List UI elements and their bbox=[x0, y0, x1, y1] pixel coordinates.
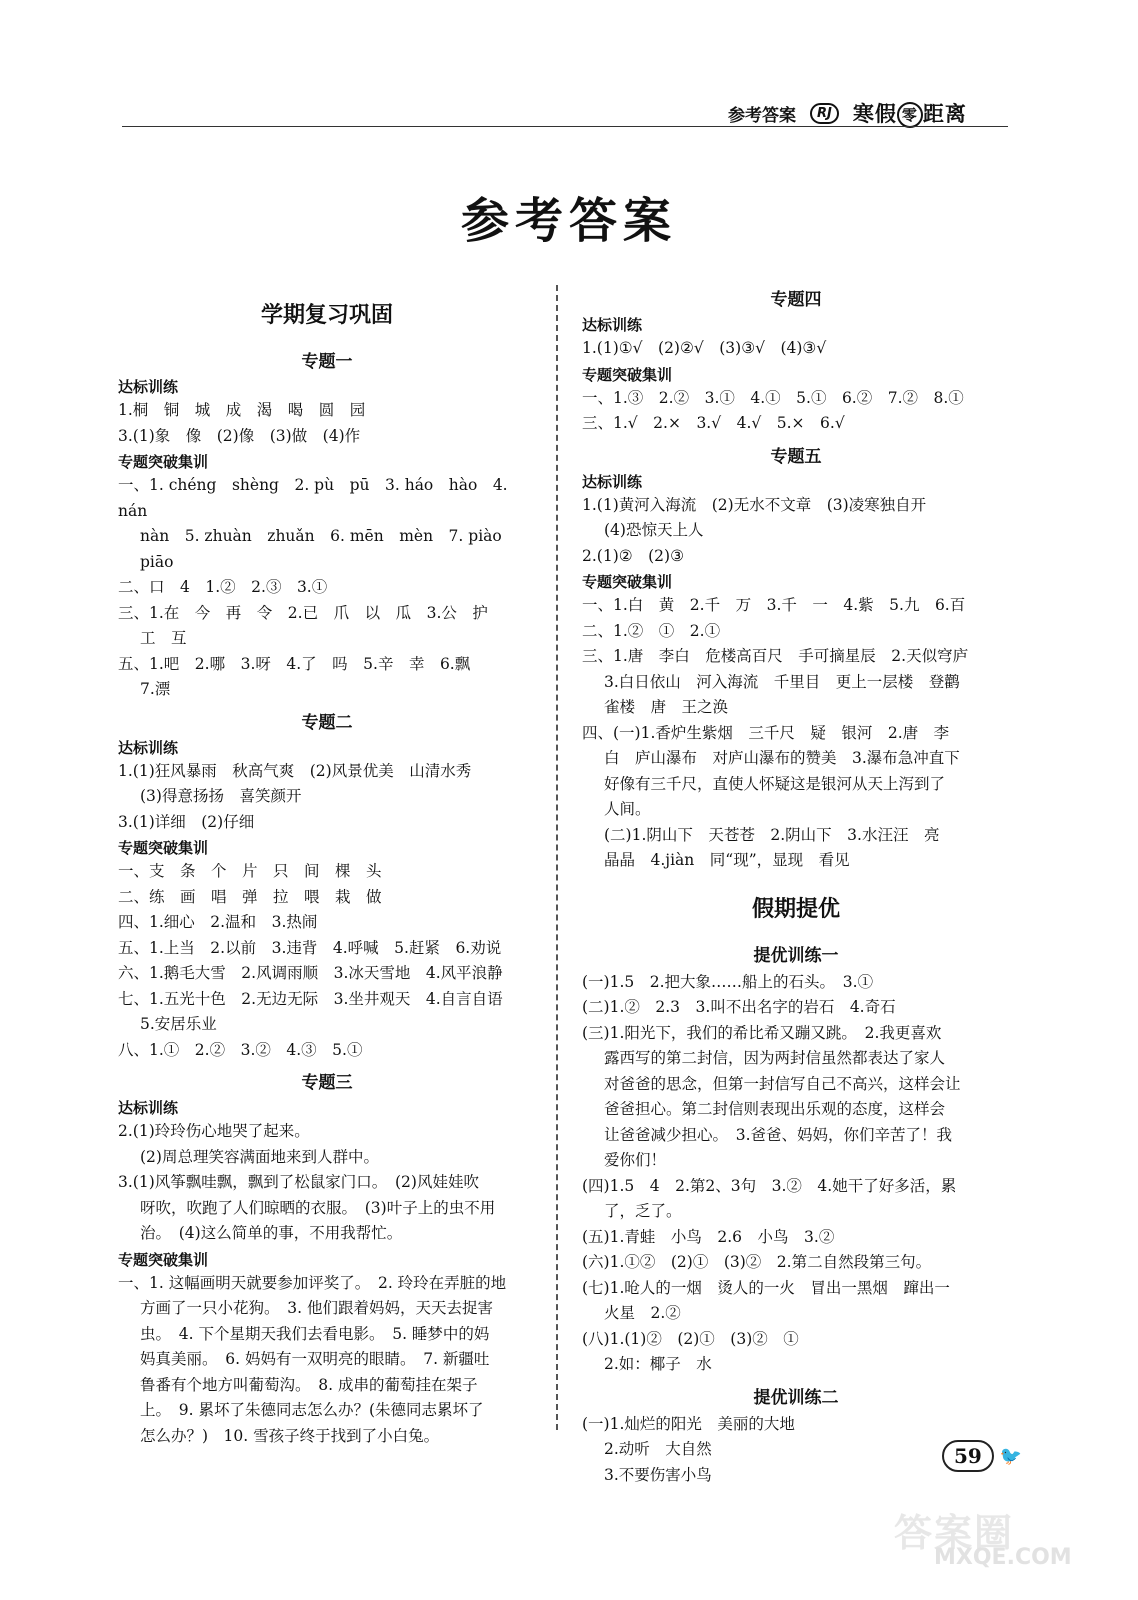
answer-line: (一)1.灿烂的阳光 美丽的大地 bbox=[582, 1414, 795, 1433]
topic-heading: 专题五 bbox=[770, 446, 822, 467]
answer-line: 四、1.细心 2.温和 3.热闹 bbox=[118, 913, 318, 931]
answer-line: 5.安居乐业 bbox=[140, 1015, 217, 1033]
answer-line: 四、(一)1.香炉生紫烟 三千尺 疑 银河 2.唐 李 bbox=[582, 723, 950, 742]
part-heading: 专题突破集训 bbox=[118, 839, 209, 857]
brand-logo: 寒假 零 距离 bbox=[852, 102, 967, 126]
answer-line: 一、1. 这幅画明天就要参加评奖了。 2. 玲玲在弄脏的地 bbox=[118, 1273, 507, 1292]
page-number: 59 bbox=[942, 1440, 994, 1472]
answer-line: 二、口 4 1.② 2.③ 3.① bbox=[118, 578, 328, 596]
watermark: 答案圈 bbox=[894, 1511, 1015, 1555]
answer-line: 五、1.吧 2.哪 3.呀 4.了 吗 5.辛 幸 6.飘 bbox=[118, 654, 471, 673]
answer-line: 八、1.① 2.② 3.② 4.③ 5.① bbox=[118, 1040, 363, 1059]
answer-line: 7.漂 bbox=[140, 680, 171, 698]
part-heading: 达标训练 bbox=[118, 378, 179, 396]
part-heading: 达标训练 bbox=[582, 316, 643, 334]
answer-line: 露西写的第二封信，因为两封信虽然都表达了家人 bbox=[604, 1049, 946, 1067]
answer-line: 爱你们！ bbox=[604, 1151, 667, 1169]
part-heading: 专题突破集训 bbox=[118, 453, 209, 471]
answer-line: 2.动听 大自然 bbox=[604, 1440, 712, 1458]
answer-line: (六)1.①② (2)① (3)② 2.第二自然段第三句。 bbox=[582, 1253, 932, 1271]
answer-line: 三、1.唐 李白 危楼高百尺 手可摘星辰 2.天似穹庐 bbox=[582, 647, 969, 665]
answer-line: 三、1.√ 2.× 3.√ 4.√ 5.× 6.√ bbox=[582, 414, 845, 432]
watermark-url: MXQE.COM bbox=[934, 1545, 1072, 1570]
answer-line: 治。 (4)这么简单的事，不用我帮忙。 bbox=[140, 1224, 403, 1242]
answer-line: (4)恐惊天上人 bbox=[604, 521, 704, 539]
answer-line: 火星 2.② bbox=[604, 1304, 681, 1322]
answer-line: 3.(1)象 像 (2)像 (3)做 (4)作 bbox=[118, 426, 361, 445]
part-heading: 专题突破集训 bbox=[118, 1250, 209, 1269]
answer-line: 让爸爸减少担心。 3.爸爸、妈妈，你们辛苦了！我 bbox=[604, 1125, 953, 1144]
answer-line: 3.(1)风筝飘哇飘，飘到了松鼠家门口。 (2)风娃娃吹 bbox=[118, 1173, 479, 1191]
header-rule bbox=[122, 126, 1008, 127]
answer-line: (八)1.(1)② (2)① (3)② ① bbox=[582, 1329, 799, 1348]
topic-heading: 专题三 bbox=[301, 1073, 353, 1093]
rj-badge: RJ bbox=[810, 103, 839, 124]
answer-line: 爸爸担心。第二封信则表现出乐观的态度，这样会 bbox=[604, 1100, 946, 1118]
answer-line: 人间。 bbox=[604, 800, 651, 818]
answer-line: 二、练 画 唱 弹 拉 喂 栽 做 bbox=[118, 887, 382, 906]
answer-line: (二)1.阴山下 天苍苍 2.阴山下 3.水汪汪 亮 bbox=[604, 825, 940, 844]
page-header bbox=[728, 98, 967, 128]
topic-heading: 专题二 bbox=[301, 712, 353, 733]
answer-line: (四)1.5 4 2.第2、3句 3.② 4.她干了好多活，累 bbox=[582, 1176, 957, 1195]
answer-line: (一)1.5 2.把大象……船上的石头。 3.① bbox=[582, 972, 874, 991]
answer-line: 2.(1)玲玲伤心地哭了起来。 bbox=[118, 1122, 310, 1140]
header-label: 参考答案 bbox=[728, 105, 796, 126]
topic-heading: 提优训练一 bbox=[753, 945, 839, 966]
answer-line: 了，乏了。 bbox=[604, 1202, 682, 1220]
topic-heading: 提优训练二 bbox=[753, 1387, 839, 1408]
part-heading: 达标训练 bbox=[118, 738, 179, 757]
answer-line: 上。 9. 累坏了朱德同志怎么办？(朱德同志累坏了 bbox=[140, 1401, 484, 1419]
part-heading: 专题突破集训 bbox=[582, 365, 673, 384]
answer-line: nàn 5. zhuàn zhuǎn 6. mēn mèn 7. piào bbox=[140, 527, 502, 545]
part-heading: 达标训练 bbox=[582, 472, 643, 491]
answer-line: (五)1.青蛙 小鸟 2.6 小鸟 3.② bbox=[582, 1227, 835, 1246]
answer-line: 一、1. chéng shèng 2. pù pū 3. háo hào 4. nán bbox=[118, 476, 513, 520]
left-column bbox=[118, 280, 536, 1449]
part-heading: 达标训练 bbox=[118, 1099, 179, 1117]
answer-line: 一、支 条 个 片 只 间 棵 头 bbox=[118, 862, 382, 880]
answer-line: 呀吹，吹跑了人们晾晒的衣服。 (3)叶子上的虫不用 bbox=[140, 1198, 496, 1217]
answer-line: piāo bbox=[140, 552, 174, 571]
answer-line: 三、1.在 今 再 令 2.已 爪 以 瓜 3.公 护 bbox=[118, 603, 488, 622]
answer-line: 怎么办？) 10. 雪孩子终于找到了小白兔。 bbox=[140, 1426, 440, 1445]
column-divider bbox=[556, 285, 558, 1430]
section-title: 学期复习巩固 bbox=[260, 302, 393, 328]
answer-line: 六、1.鹅毛大雪 2.风调雨顺 3.冰天雪地 4.风平浪静 bbox=[118, 964, 503, 982]
answer-line: 五、1.上当 2.以前 3.违背 4.呼喊 5.赶紧 6.劝说 bbox=[118, 938, 502, 957]
answer-line: 1.(1)黄河入海流 (2)无水不文章 (3)凌寒独自开 bbox=[582, 495, 927, 514]
answer-line: (三)1.阳光下，我们的希比希又蹦又跳。 2.我更喜欢 bbox=[582, 1023, 942, 1042]
answer-line: 1.桐 铜 城 成 渴 喝 圆 园 bbox=[118, 401, 366, 419]
part-heading: 专题突破集训 bbox=[582, 573, 673, 591]
right-column bbox=[582, 280, 1010, 1488]
page-title: 参考答案 bbox=[460, 193, 677, 249]
answer-line: 2.如：椰子 水 bbox=[604, 1355, 712, 1373]
answer-line: (2)周总理笑容满面地来到人群中。 bbox=[140, 1147, 379, 1166]
answer-line: 方画了一只小花狗。 3. 他们跟着妈妈，天天去捉害 bbox=[140, 1299, 493, 1317]
answer-line: (二)1.② 2.3 3.叫不出名字的岩石 4.奇石 bbox=[582, 998, 896, 1016]
answer-line: 3.白日依山 河入海流 千里目 更上一层楼 登鹳 bbox=[604, 672, 960, 691]
topic-heading: 专题一 bbox=[301, 352, 353, 372]
answer-line: 鲁番有个地方叫葡萄沟。 8. 成串的葡萄挂在架子 bbox=[140, 1375, 478, 1394]
topic-heading: 专题四 bbox=[770, 290, 822, 310]
answer-line: 二、1.② ① 2.① bbox=[582, 621, 721, 640]
bird-icon: 🐦 bbox=[999, 1445, 1023, 1467]
section-title: 假期提优 bbox=[751, 895, 840, 922]
answer-line: 3.(1)详细 (2)仔细 bbox=[118, 812, 255, 831]
answer-line: 一、1.③ 2.② 3.① 4.① 5.① 6.② 7.② 8.① bbox=[582, 388, 964, 407]
answer-line: (七)1.呛人的一烟 烫人的一火 冒出一黑烟 蹿出一 bbox=[582, 1278, 950, 1297]
answer-line: 七、1.五光十色 2.无边无际 3.坐井观天 4.自言自语 bbox=[118, 989, 503, 1008]
answer-line: 工 互 bbox=[140, 629, 187, 647]
answer-line: 雀楼 唐 王之涣 bbox=[604, 698, 729, 716]
answer-line: 一、1.白 黄 2.千 万 3.千 一 4.紫 5.九 6.百 bbox=[582, 596, 966, 614]
answer-line: 白 庐山瀑布 对庐山瀑布的赞美 3.瀑布急冲直下 bbox=[604, 749, 960, 767]
answer-line: 2.(1)② (2)③ bbox=[582, 546, 684, 565]
answer-line: 3.不要伤害小鸟 bbox=[604, 1465, 712, 1484]
answer-line: 晶晶 4.jiàn 同“现”，显现 看见 bbox=[604, 851, 850, 869]
answer-line: (3)得意扬扬 喜笑颜开 bbox=[140, 787, 302, 805]
answer-line: 虫。 4. 下个星期天我们去看电影。 5. 睡梦中的妈 bbox=[140, 1324, 490, 1343]
answer-line: 妈真美丽。 6. 妈妈有一双明亮的眼睛。 7. 新疆吐 bbox=[140, 1350, 490, 1368]
answer-line: 对爸爸的思念，但第一封信写自己不高兴，这样会让 bbox=[604, 1074, 961, 1093]
answer-line: 1.(1)①√ (2)②√ (3)③√ (4)③√ bbox=[582, 339, 827, 357]
page-footer bbox=[942, 1440, 1022, 1472]
answer-line: 好像有三千尺，直使人怀疑这是银河从天上泻到了 bbox=[604, 774, 946, 793]
answer-line: 1.(1)狂风暴雨 秋高气爽 (2)风景优美 山清水秀 bbox=[118, 761, 472, 780]
